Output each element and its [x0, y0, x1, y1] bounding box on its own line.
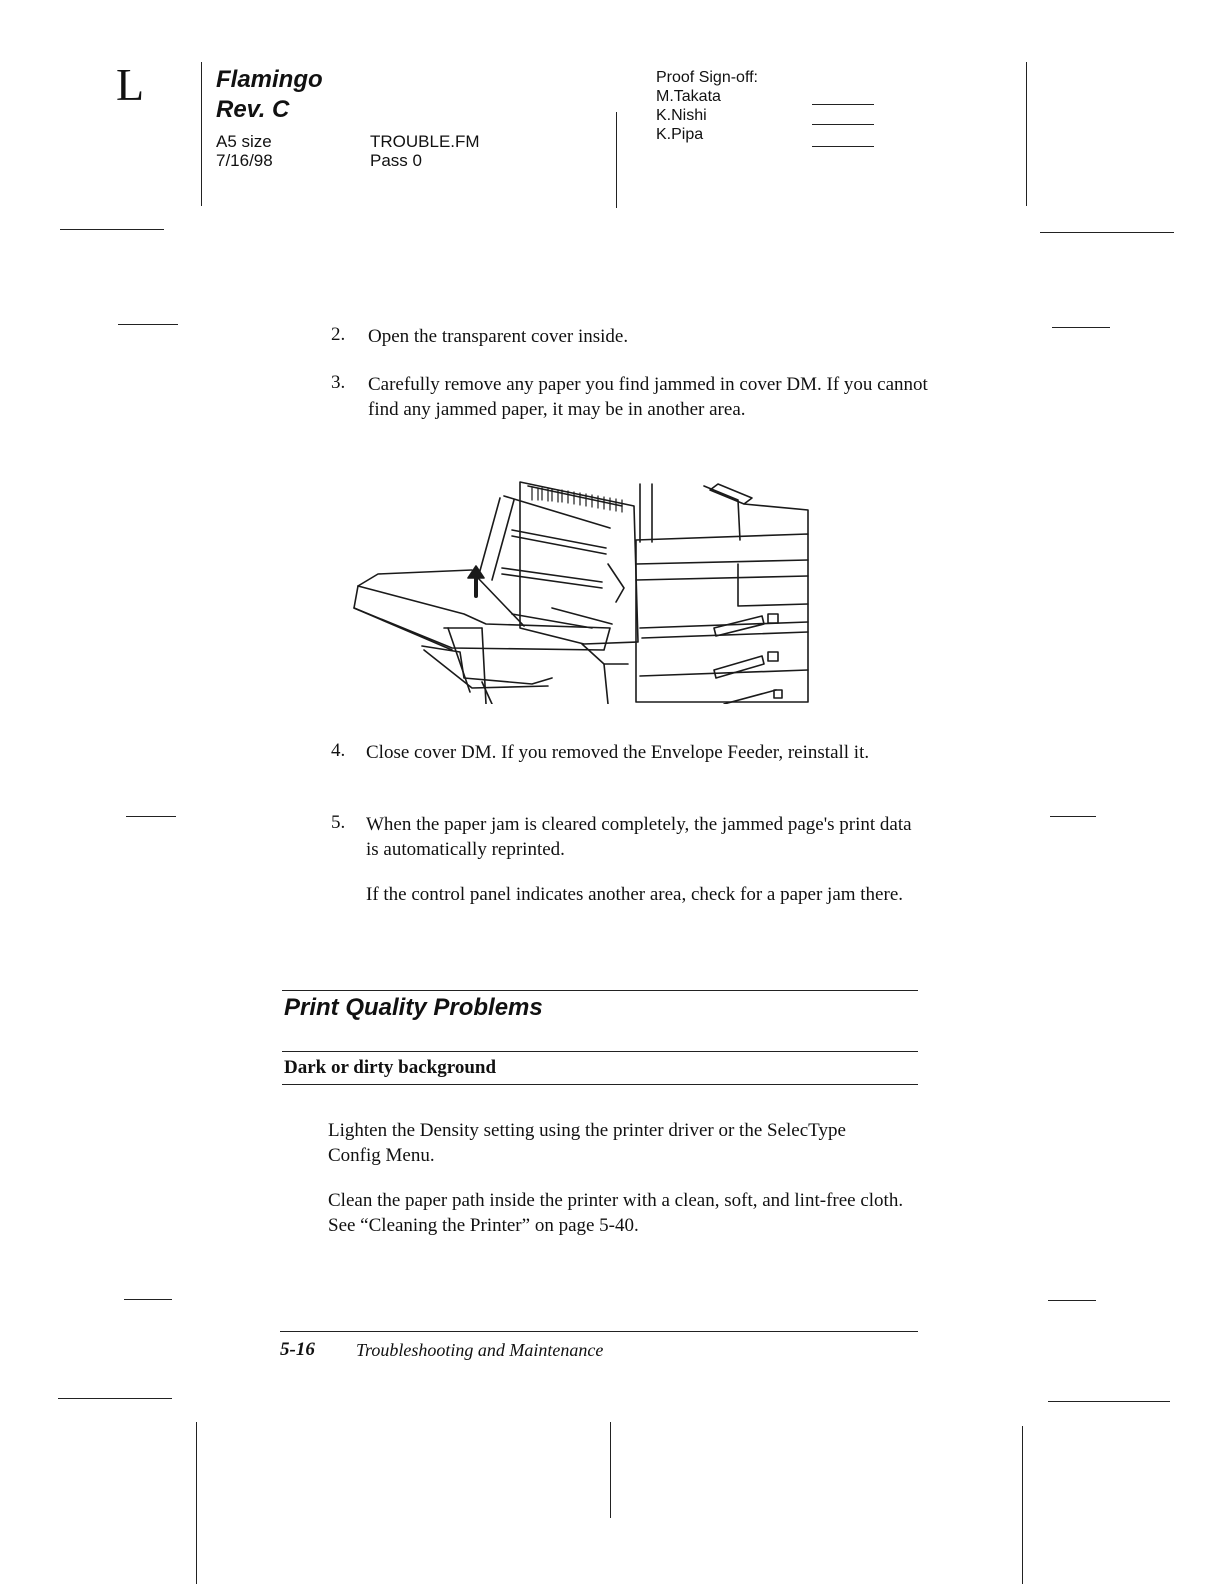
step-number: 4. — [331, 740, 346, 761]
proof-signoff — [656, 68, 758, 144]
section-title: Print Quality Problems — [284, 994, 543, 1021]
crop-mark — [60, 229, 164, 230]
tray-handle — [714, 656, 764, 678]
header-right-rule — [1026, 62, 1027, 206]
crop-mark — [610, 1422, 611, 1518]
date: 7/16/98 — [216, 151, 273, 170]
page-number: 5-16 — [280, 1339, 315, 1360]
paragraph: Lighten the Density setting using the printer driver or the SelecType Config Menu. — [328, 1120, 846, 1166]
crop-mark — [1048, 1300, 1096, 1301]
subsection-rule-bottom — [282, 1084, 918, 1085]
step-number: 2. — [331, 324, 346, 345]
file-name: TROUBLE.FM — [370, 132, 480, 151]
step-text: Close cover DM. If you removed the Envelope Feeder, reinstall it. — [366, 742, 870, 763]
signer-name: K.Nishi — [656, 107, 707, 124]
subsection-title: Dark or dirty background — [284, 1057, 497, 1078]
chapter-title: Troubleshooting and Maintenance — [356, 1340, 604, 1360]
paragraph: Clean the paper path inside the printer with a clean, soft, and lint-free cloth. See “Cleaning the Printer” on page 5-40. — [328, 1190, 904, 1236]
signature-line — [812, 104, 874, 105]
step-text: Open the transparent cover inside. — [368, 326, 629, 347]
project-name: Flamingo — [216, 66, 323, 93]
header-center-rule — [616, 112, 617, 208]
section-rule — [282, 990, 918, 991]
crop-mark — [196, 1422, 197, 1584]
step-number: 3. — [331, 372, 346, 393]
step-text: When the paper jam is cleared completely, the jammed page's print data is automatically reprinted. — [366, 814, 912, 860]
signer-name: K.Pipa — [656, 126, 704, 143]
pass: Pass 0 — [370, 151, 422, 170]
signer-name: M.Takata — [656, 88, 721, 105]
header-left-rule — [201, 62, 202, 206]
corner-letter: L — [116, 59, 145, 110]
tray-handle — [714, 616, 764, 636]
crop-mark — [1048, 1401, 1170, 1402]
crop-mark — [1040, 232, 1174, 233]
crop-mark — [1022, 1426, 1023, 1584]
crop-mark — [118, 324, 178, 325]
signature-line — [812, 146, 874, 147]
tray-indicator — [768, 614, 778, 623]
crop-mark — [1050, 816, 1096, 817]
footer-rule — [280, 1331, 918, 1332]
roller — [502, 568, 602, 582]
proof-label: Proof Sign-off: — [656, 69, 758, 86]
revision: Rev. C — [216, 96, 290, 123]
crop-mark — [124, 1299, 172, 1300]
tray-indicator — [768, 652, 778, 661]
output-tray — [710, 484, 752, 504]
tray-indicator — [774, 690, 782, 698]
subsection-rule-top — [282, 1051, 918, 1052]
crop-mark — [58, 1398, 172, 1399]
crop-mark — [1052, 327, 1110, 328]
printer-cover-illustration — [352, 478, 812, 704]
step-note: If the control panel indicates another area, check for a paper jam there. — [366, 884, 904, 905]
crop-mark — [126, 816, 176, 817]
step-text: Carefully remove any paper you find jammed in cover DM. If you cannot find any jammed paper, it may be in another area. — [368, 374, 928, 420]
step-number: 5. — [331, 812, 346, 833]
paper-size: A5 size — [216, 132, 272, 151]
signature-line — [812, 124, 874, 125]
